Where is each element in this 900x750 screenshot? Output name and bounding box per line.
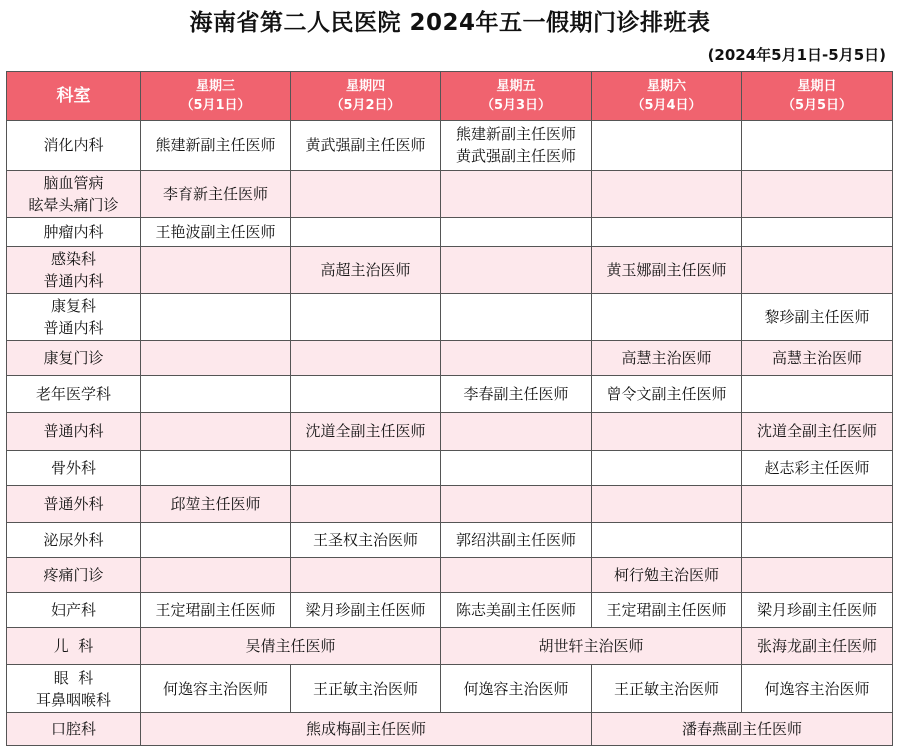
doctor-name: 黄武强副主任医师 — [305, 136, 426, 155]
day-date: （5月1日） — [180, 98, 251, 113]
dept-name: 普通外科 — [43, 494, 104, 513]
doctor-name: 赵志彩主任医师 — [764, 458, 870, 477]
doctor-name: 何逸容主治医师 — [162, 679, 268, 698]
day-name: 星期六 — [646, 79, 686, 94]
doctor-name: 邱堃主任医师 — [170, 494, 261, 513]
doctor-cell — [291, 341, 441, 376]
dept-name: 普通内科 — [43, 271, 104, 290]
doctor-cell — [592, 413, 742, 450]
dept-name: 妇产科 — [50, 601, 96, 620]
dept-cell — [7, 593, 141, 628]
doctor-name: 李育新主任医师 — [162, 184, 268, 203]
doctor-name: 胡世轩主治医师 — [538, 637, 644, 656]
table-row — [7, 247, 893, 293]
doctor-cell — [592, 593, 742, 628]
doctor-cell — [441, 121, 592, 171]
doctor-cell — [742, 293, 893, 341]
table-row — [7, 218, 893, 247]
dept-name: 口腔科 — [50, 719, 96, 738]
table-row — [7, 413, 893, 450]
table-row — [7, 170, 893, 218]
doctor-name: 柯行勉主治医师 — [613, 565, 719, 584]
table-row — [7, 121, 893, 171]
table-row — [7, 593, 893, 628]
doctor-cell — [291, 376, 441, 413]
doctor-name: 何逸容主治医师 — [463, 679, 569, 698]
day-name: 星期日 — [797, 79, 837, 94]
dept-cell — [7, 376, 141, 413]
dept-cell — [7, 485, 141, 522]
doctor-cell — [141, 450, 291, 485]
day-name: 星期五 — [496, 79, 536, 94]
doctor-name: 熊建新副主任医师 — [455, 125, 576, 144]
table-row — [7, 557, 893, 592]
doctor-cell — [441, 485, 592, 522]
doctor-cell — [141, 712, 592, 745]
doctor-cell — [592, 121, 742, 171]
doctor-cell — [441, 665, 592, 713]
dept-cell — [7, 712, 141, 745]
dept-column-header: 科室 — [7, 72, 141, 121]
dept-cell — [7, 293, 141, 341]
day-header-sat — [592, 72, 742, 121]
doctor-cell — [291, 557, 441, 592]
doctor-cell — [441, 557, 592, 592]
doctor-cell — [441, 522, 592, 557]
doctor-cell — [291, 485, 441, 522]
dept-name: 脑血管病 — [43, 173, 104, 192]
doctor-name: 沈道全副主任医师 — [756, 422, 877, 441]
doctor-cell — [742, 247, 893, 293]
doctor-name: 吴倩主任医师 — [245, 637, 336, 656]
doctor-name: 梁月珍副主任医师 — [756, 601, 877, 620]
doctor-cell — [141, 628, 441, 665]
doctor-cell — [441, 170, 592, 218]
doctor-cell — [141, 593, 291, 628]
dept-name: 眼 科 — [53, 668, 94, 687]
doctor-cell — [141, 413, 291, 450]
doctor-cell — [441, 293, 592, 341]
doctor-name: 高慧主治医师 — [621, 349, 712, 368]
doctor-cell — [141, 218, 291, 247]
doctor-cell — [592, 450, 742, 485]
doctor-cell — [141, 341, 291, 376]
doctor-name: 高超主治医师 — [320, 260, 411, 279]
dept-name: 康复科 — [50, 296, 96, 315]
doctor-cell — [742, 628, 893, 665]
doctor-cell — [742, 170, 893, 218]
day-header-fri — [441, 72, 592, 121]
day-date: （5月2日） — [330, 98, 401, 113]
dept-cell — [7, 218, 141, 247]
doctor-cell — [141, 376, 291, 413]
dept-cell — [7, 341, 141, 376]
dept-name: 儿 科 — [53, 637, 94, 656]
schedule-body — [7, 121, 893, 746]
table-row — [7, 485, 893, 522]
dept-cell — [7, 247, 141, 293]
doctor-cell — [291, 247, 441, 293]
table-row — [7, 628, 893, 665]
doctor-cell — [291, 121, 441, 171]
doctor-name: 熊成梅副主任医师 — [305, 719, 426, 738]
doctor-name: 张海龙副主任医师 — [756, 637, 877, 656]
doctor-cell — [291, 522, 441, 557]
doctor-cell — [742, 376, 893, 413]
doctor-cell — [742, 557, 893, 592]
doctor-cell — [291, 293, 441, 341]
doctor-cell — [291, 665, 441, 713]
doctor-cell — [141, 557, 291, 592]
doctor-cell — [441, 341, 592, 376]
dept-name: 耳鼻咽喉科 — [35, 690, 111, 709]
doctor-name: 陈志美副主任医师 — [455, 601, 576, 620]
doctor-cell — [141, 170, 291, 218]
doctor-cell — [141, 293, 291, 341]
day-date: （5月4日） — [631, 98, 702, 113]
dept-name: 康复门诊 — [43, 349, 104, 368]
dept-name: 疼痛门诊 — [43, 565, 104, 584]
doctor-cell — [742, 413, 893, 450]
doctor-cell — [592, 485, 742, 522]
dept-name: 感染科 — [50, 249, 96, 268]
doctor-cell — [141, 485, 291, 522]
doctor-name: 王定珺副主任医师 — [606, 601, 727, 620]
doctor-cell — [592, 170, 742, 218]
doctor-cell — [742, 593, 893, 628]
doctor-cell — [592, 376, 742, 413]
day-header-thu — [291, 72, 441, 121]
doctor-cell — [592, 218, 742, 247]
dept-cell — [7, 170, 141, 218]
day-name: 星期四 — [345, 79, 385, 94]
doctor-name: 李春副主任医师 — [463, 385, 569, 404]
doctor-cell — [141, 522, 291, 557]
doctor-name: 曾令文副主任医师 — [606, 385, 727, 404]
page-title: 海南省第二人民医院 2024年五一假期门诊排班表 — [189, 10, 711, 36]
dept-cell — [7, 665, 141, 713]
dept-cell — [7, 557, 141, 592]
doctor-cell — [441, 413, 592, 450]
doctor-cell — [441, 376, 592, 413]
day-header-sun — [742, 72, 893, 121]
doctor-cell — [592, 522, 742, 557]
doctor-name: 王艳波副主任医师 — [155, 223, 276, 242]
doctor-cell — [742, 522, 893, 557]
doctor-name: 王定珺副主任医师 — [155, 601, 276, 620]
doctor-cell — [141, 247, 291, 293]
doctor-cell — [592, 712, 893, 745]
doctor-name: 潘春燕副主任医师 — [681, 719, 802, 738]
doctor-name: 何逸容主治医师 — [764, 679, 870, 698]
dept-name: 老年医学科 — [35, 385, 111, 404]
doctor-name: 黎珍副主任医师 — [764, 307, 870, 326]
day-name: 星期三 — [195, 79, 235, 94]
dept-cell — [7, 628, 141, 665]
dept-cell — [7, 522, 141, 557]
doctor-name: 熊建新副主任医师 — [155, 136, 276, 155]
doctor-cell — [141, 665, 291, 713]
table-row — [7, 712, 893, 745]
doctor-cell — [291, 413, 441, 450]
day-date: （5月3日） — [480, 98, 552, 113]
doctor-name: 黄武强副主任医师 — [455, 147, 576, 166]
dept-name: 骨外科 — [50, 458, 96, 477]
dept-name: 肿瘤内科 — [43, 223, 104, 242]
schedule-table — [6, 71, 893, 746]
doctor-name: 梁月珍副主任医师 — [305, 601, 426, 620]
table-row — [7, 293, 893, 341]
doctor-cell — [141, 121, 291, 171]
doctor-cell — [592, 293, 742, 341]
dept-name: 泌尿外科 — [43, 530, 104, 549]
doctor-name: 沈道全副主任医师 — [305, 422, 426, 441]
dept-cell — [7, 121, 141, 171]
doctor-cell — [742, 121, 893, 171]
doctor-cell — [291, 593, 441, 628]
dept-name: 眩晕头痛门诊 — [28, 195, 119, 214]
day-date: （5月5日） — [781, 98, 853, 113]
doctor-cell — [291, 170, 441, 218]
dept-cell — [7, 413, 141, 450]
table-row — [7, 665, 893, 713]
doctor-cell — [742, 218, 893, 247]
table-row — [7, 522, 893, 557]
doctor-cell — [592, 557, 742, 592]
header-row — [7, 72, 893, 121]
doctor-name: 王正敏主治医师 — [312, 679, 418, 698]
doctor-cell — [592, 665, 742, 713]
doctor-name: 王正敏主治医师 — [613, 679, 719, 698]
doctor-name: 高慧主治医师 — [771, 349, 862, 368]
dept-name: 普通内科 — [43, 422, 104, 441]
doctor-name: 王圣权主治医师 — [312, 530, 418, 549]
doctor-cell — [291, 218, 441, 247]
doctor-cell — [742, 341, 893, 376]
doctor-name: 黄玉娜副主任医师 — [606, 260, 727, 279]
doctor-cell — [441, 450, 592, 485]
table-row — [7, 376, 893, 413]
doctor-name: 郭绍洪副主任医师 — [455, 530, 576, 549]
doctor-cell — [742, 485, 893, 522]
dept-cell — [7, 450, 141, 485]
dept-name: 普通内科 — [43, 318, 104, 337]
table-row — [7, 450, 893, 485]
doctor-cell — [291, 450, 441, 485]
doctor-cell — [742, 450, 893, 485]
doctor-cell — [742, 665, 893, 713]
doctor-cell — [441, 218, 592, 247]
doctor-cell — [441, 247, 592, 293]
doctor-cell — [592, 247, 742, 293]
doctor-cell — [441, 628, 742, 665]
doctor-cell — [441, 593, 592, 628]
table-row — [7, 341, 893, 376]
day-header-wed — [141, 72, 291, 121]
dept-name: 消化内科 — [43, 136, 104, 155]
doctor-cell — [592, 341, 742, 376]
date-range-subtitle: (2024年5月1日-5月5日) — [707, 46, 886, 64]
